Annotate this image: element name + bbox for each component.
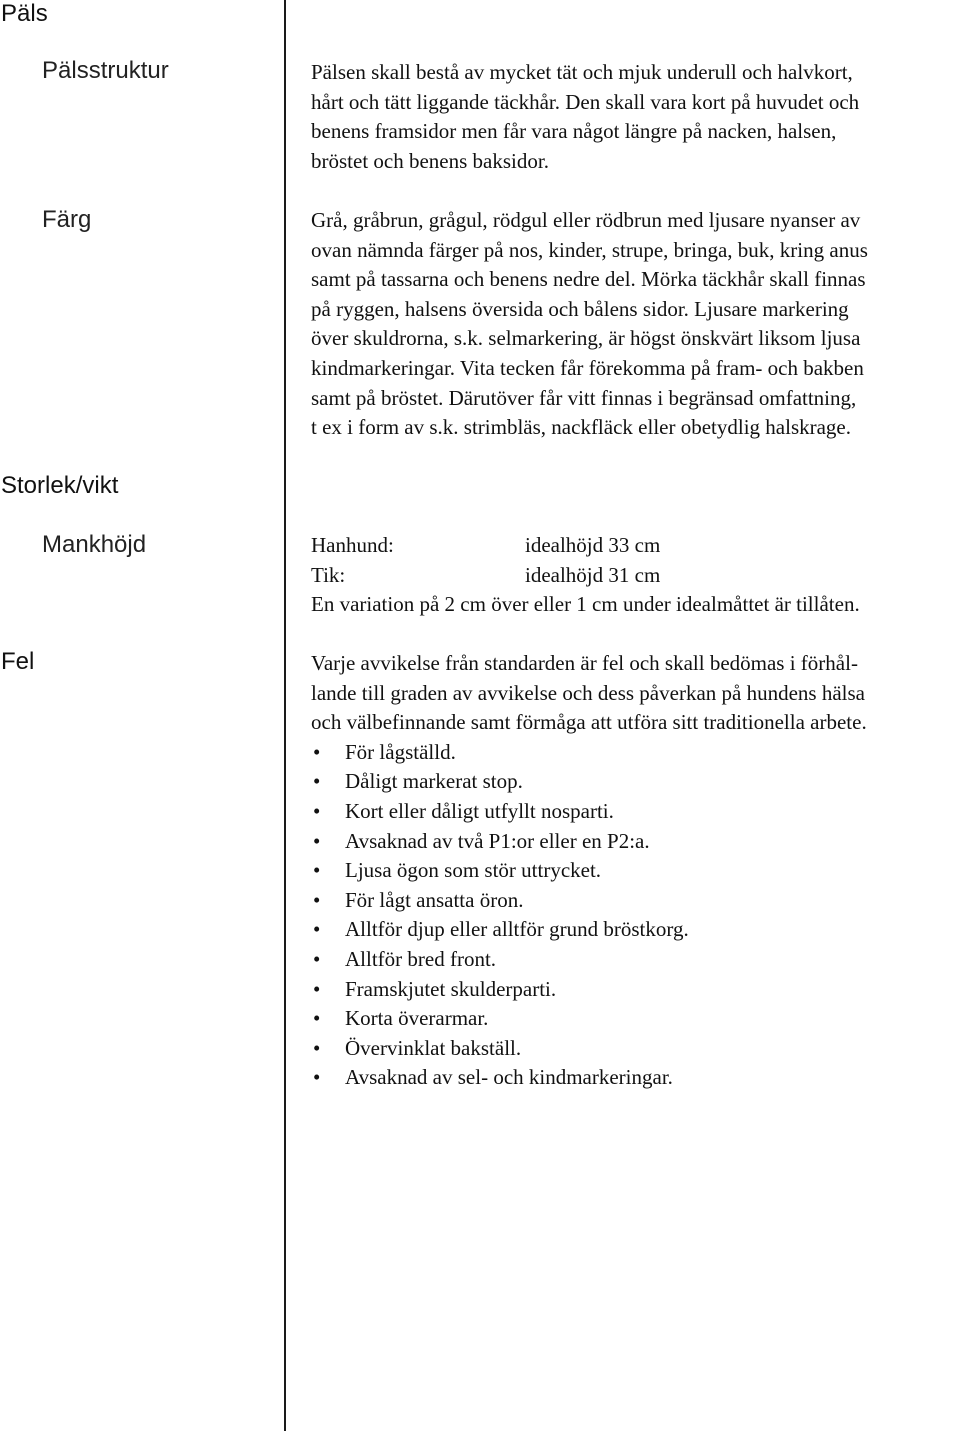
bullet-icon: • xyxy=(313,917,321,942)
text-line: Varje avvikelse från standarden är fel och skall bedömas i förhål- xyxy=(311,651,858,675)
section-heading-storlek-vikt: Storlek/vikt xyxy=(1,472,119,499)
column-divider xyxy=(284,0,286,1431)
section-heading-pals: Päls xyxy=(1,0,48,27)
text-line: och välbefinnande samt förmåga att utföra sitt traditionella arbete. xyxy=(311,710,867,735)
list-item xyxy=(311,945,959,975)
text-line: på ryggen, halsens översida och bålens sidor. Ljusare markering xyxy=(311,296,849,321)
fault-list xyxy=(311,738,959,1093)
text-palsstruktur xyxy=(311,58,959,176)
list-item-text: För lågställd. xyxy=(345,739,456,764)
bullet-icon: • xyxy=(313,769,321,794)
bullet-icon: • xyxy=(313,798,321,823)
list-item xyxy=(311,975,959,1005)
list-item xyxy=(311,1063,959,1093)
list-item-text: Korta överarmar. xyxy=(345,1006,489,1031)
bullet-icon: • xyxy=(313,1065,321,1090)
list-item-text: Alltför bred front. xyxy=(345,946,497,971)
text-line: samt på tassarna och benens nedre del. Mörka täckhår skall finnas xyxy=(311,267,866,292)
list-item-text: Avsaknad av två P1:or eller en P2:a. xyxy=(345,828,650,853)
label-mankhojd: Mankhöjd xyxy=(42,531,147,558)
section-heading-fel: Fel xyxy=(1,648,35,675)
list-item xyxy=(311,767,959,797)
text-line: kindmarkeringar. Vita tecken får förekomma på fram- och bakben xyxy=(311,355,864,380)
list-item-text: Alltför djup eller alltför grund bröstkorg. xyxy=(345,917,689,942)
list-item xyxy=(311,886,959,916)
text-farg xyxy=(311,206,959,443)
list-item-text: Ljusa ögon som stör uttrycket. xyxy=(345,858,602,883)
text-line: benens framsidor men får vara något längre på nacken, halsen, xyxy=(311,119,837,144)
bullet-icon: • xyxy=(313,858,321,883)
text-line: ovan nämnda färger på nos, kinder, strupe, bringa, buk, kring anus xyxy=(311,237,868,262)
height-row-hanhund xyxy=(311,531,959,561)
list-item xyxy=(311,856,959,886)
list-item xyxy=(311,1034,959,1064)
list-item xyxy=(311,1004,959,1034)
bullet-icon: • xyxy=(313,1035,321,1060)
text-line: över skuldrorna, s.k. selmarkering, är högst önskvärt liksom ljusa xyxy=(311,326,861,351)
label-farg: Färg xyxy=(42,206,92,233)
height-row-tik xyxy=(311,561,959,591)
list-item-text: Dåligt markerat stop. xyxy=(345,769,523,794)
text-line: t ex i form av s.k. strimbläs, nackfläck eller obetydlig halskrage. xyxy=(311,415,852,440)
list-item xyxy=(311,827,959,857)
row-value: idealhöjd 33 cm xyxy=(525,533,661,557)
text-line: Grå, gråbrun, grågul, rödgul eller rödbrun med ljusare nyanser av xyxy=(311,208,861,232)
list-item-text: Övervinklat bakställ. xyxy=(345,1035,522,1060)
list-item xyxy=(311,738,959,768)
text-line: lande till graden av avvikelse och dess påverkan på hundens hälsa xyxy=(311,680,865,705)
list-item xyxy=(311,797,959,827)
bullet-icon: • xyxy=(313,946,321,971)
text-line: hårt och tätt liggande täckhår. Den skall vara kort på huvudet och xyxy=(311,89,860,114)
text-line: bröstet och benens baksidor. xyxy=(311,148,549,173)
label-palsstruktur: Pälsstruktur xyxy=(42,57,169,84)
row-value: idealhöjd 31 cm xyxy=(525,562,661,587)
bullet-icon: • xyxy=(313,828,321,853)
text-line: samt på bröstet. Därutöver får vitt finnas i begränsad omfattning, xyxy=(311,385,857,410)
list-item-text: Kort eller dåligt utfyllt nosparti. xyxy=(345,798,614,823)
list-item-text: Avsaknad av sel- och kindmarkeringar. xyxy=(345,1065,673,1090)
bullet-icon: • xyxy=(313,976,321,1001)
bullet-icon: • xyxy=(313,1006,321,1031)
text-mankhojd xyxy=(311,531,959,620)
text-fel xyxy=(311,649,959,1093)
text-line: Pälsen skall bestå av mycket tät och mjuk underull och halvkort, xyxy=(311,60,853,84)
list-item-text: För lågt ansatta öron. xyxy=(345,887,524,912)
bullet-icon: • xyxy=(313,739,321,764)
row-key: Tik: xyxy=(311,562,346,587)
list-item xyxy=(311,915,959,945)
bullet-icon: • xyxy=(313,887,321,912)
row-key: Hanhund: xyxy=(311,533,394,557)
height-variation-note: En variation på 2 cm över eller 1 cm under idealmåttet är tillåten. xyxy=(311,592,860,617)
list-item-text: Framskjutet skulderparti. xyxy=(345,976,557,1001)
